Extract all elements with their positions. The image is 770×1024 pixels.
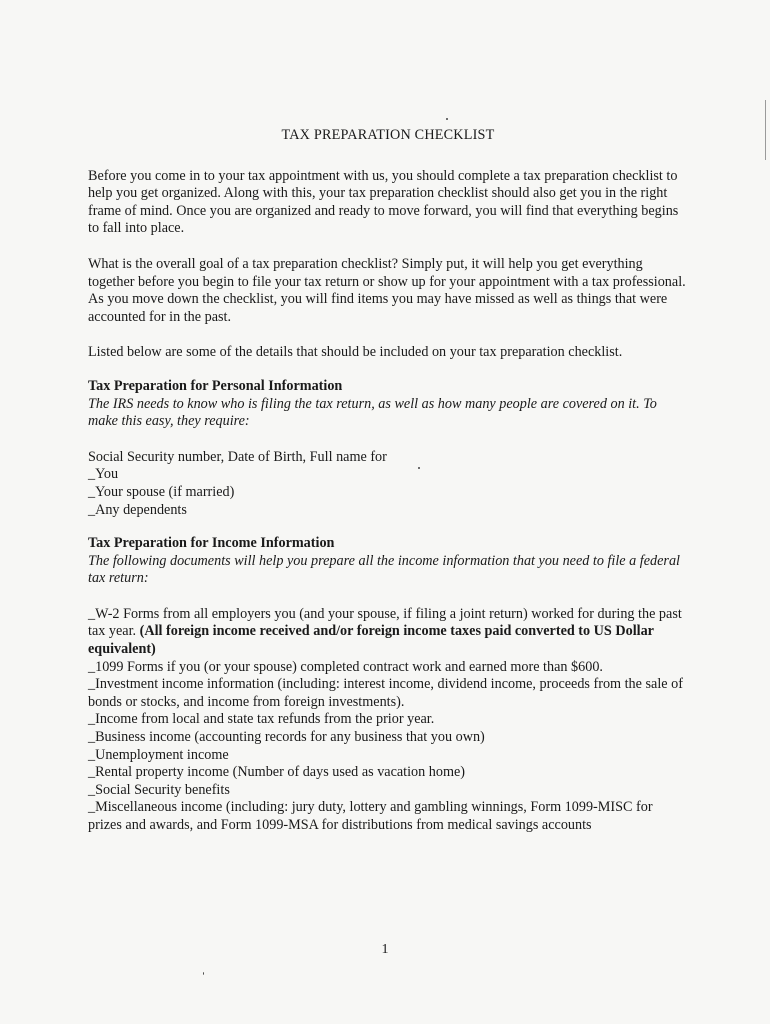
page-number: 1	[381, 942, 389, 957]
checklist-item: _Unemployment income	[88, 746, 229, 763]
section-description-personal: The IRS needs to know who is filing the tax return, as well as how many people are covered on it. To make this easy, they require:	[88, 395, 657, 430]
section-heading-personal: Tax Preparation for Personal Information	[88, 377, 343, 394]
checklist-item-note: (All foreign income received and/or foreign income taxes paid converted to US Dollar equivalent)	[88, 623, 654, 658]
checklist-item: _Income from local and state tax refunds from the prior year.	[88, 711, 435, 728]
spacer	[88, 588, 688, 606]
intro-paragraph: What is the overall goal of a tax preparation checklist? Simply put, it will help you get everything together before you begin to file your tax return or show up for your appointment with a tax professional. As you move down the checklist, you will find items you may have missed as well as things that were accounted for in the past.	[88, 255, 686, 325]
section-description-income: The following documents will help you prepare all the income information that you need to file a federal tax return:	[88, 552, 680, 587]
checklist-item: _You	[88, 466, 119, 483]
section-heading-income: Tax Preparation for Income Information	[88, 535, 335, 552]
intro-paragraph: Before you come in to your tax appointment with us, you should complete a tax preparation checklist to help you get organized. Along with this, your tax preparation checklist should also get you in the right frame of mind. Once you are organized and ready to move forward, you will find that everything begins to fall into place.	[88, 167, 679, 237]
spacer	[88, 431, 688, 449]
intro-paragraph: Listed below are some of the details that should be included on your tax preparation checklist.	[88, 344, 623, 361]
personal-lead-text: Social Security number, Date of Birth, Full name for	[88, 448, 387, 465]
scan-speck	[203, 972, 204, 975]
checklist-item: _Business income (accounting records for any business that you own)	[88, 729, 485, 746]
checklist-item-w2	[88, 606, 688, 659]
checklist-item-text: _W-2 Forms from all employers you (and your spouse, if filing a joint return) worked for during the past tax year.	[88, 605, 682, 640]
scan-edge-line	[765, 100, 766, 160]
checklist-item: _Investment income information (including: interest income, dividend income, proceeds from the sale of bonds or stocks, and income from foreign investments).	[88, 676, 683, 710]
checklist-item: _Any dependents	[88, 501, 187, 518]
document-body	[88, 127, 688, 835]
checklist-item: _Social Security benefits	[88, 781, 230, 798]
checklist-item: _1099 Forms if you (or your spouse) completed contract work and earned more than $600.	[88, 658, 603, 675]
checklist-item: _Miscellaneous income (including: jury duty, lottery and gambling winnings, Form 1099-MISC for prizes and awards, and Form 1099-MSA for distributions from medical savings accounts	[88, 799, 653, 833]
document-title: TAX PREPARATION CHECKLIST	[281, 127, 495, 143]
scan-speck	[446, 118, 448, 120]
checklist-item: _Rental property income (Number of days used as vacation home)	[88, 764, 466, 781]
checklist-item: _Your spouse (if married)	[88, 483, 235, 500]
